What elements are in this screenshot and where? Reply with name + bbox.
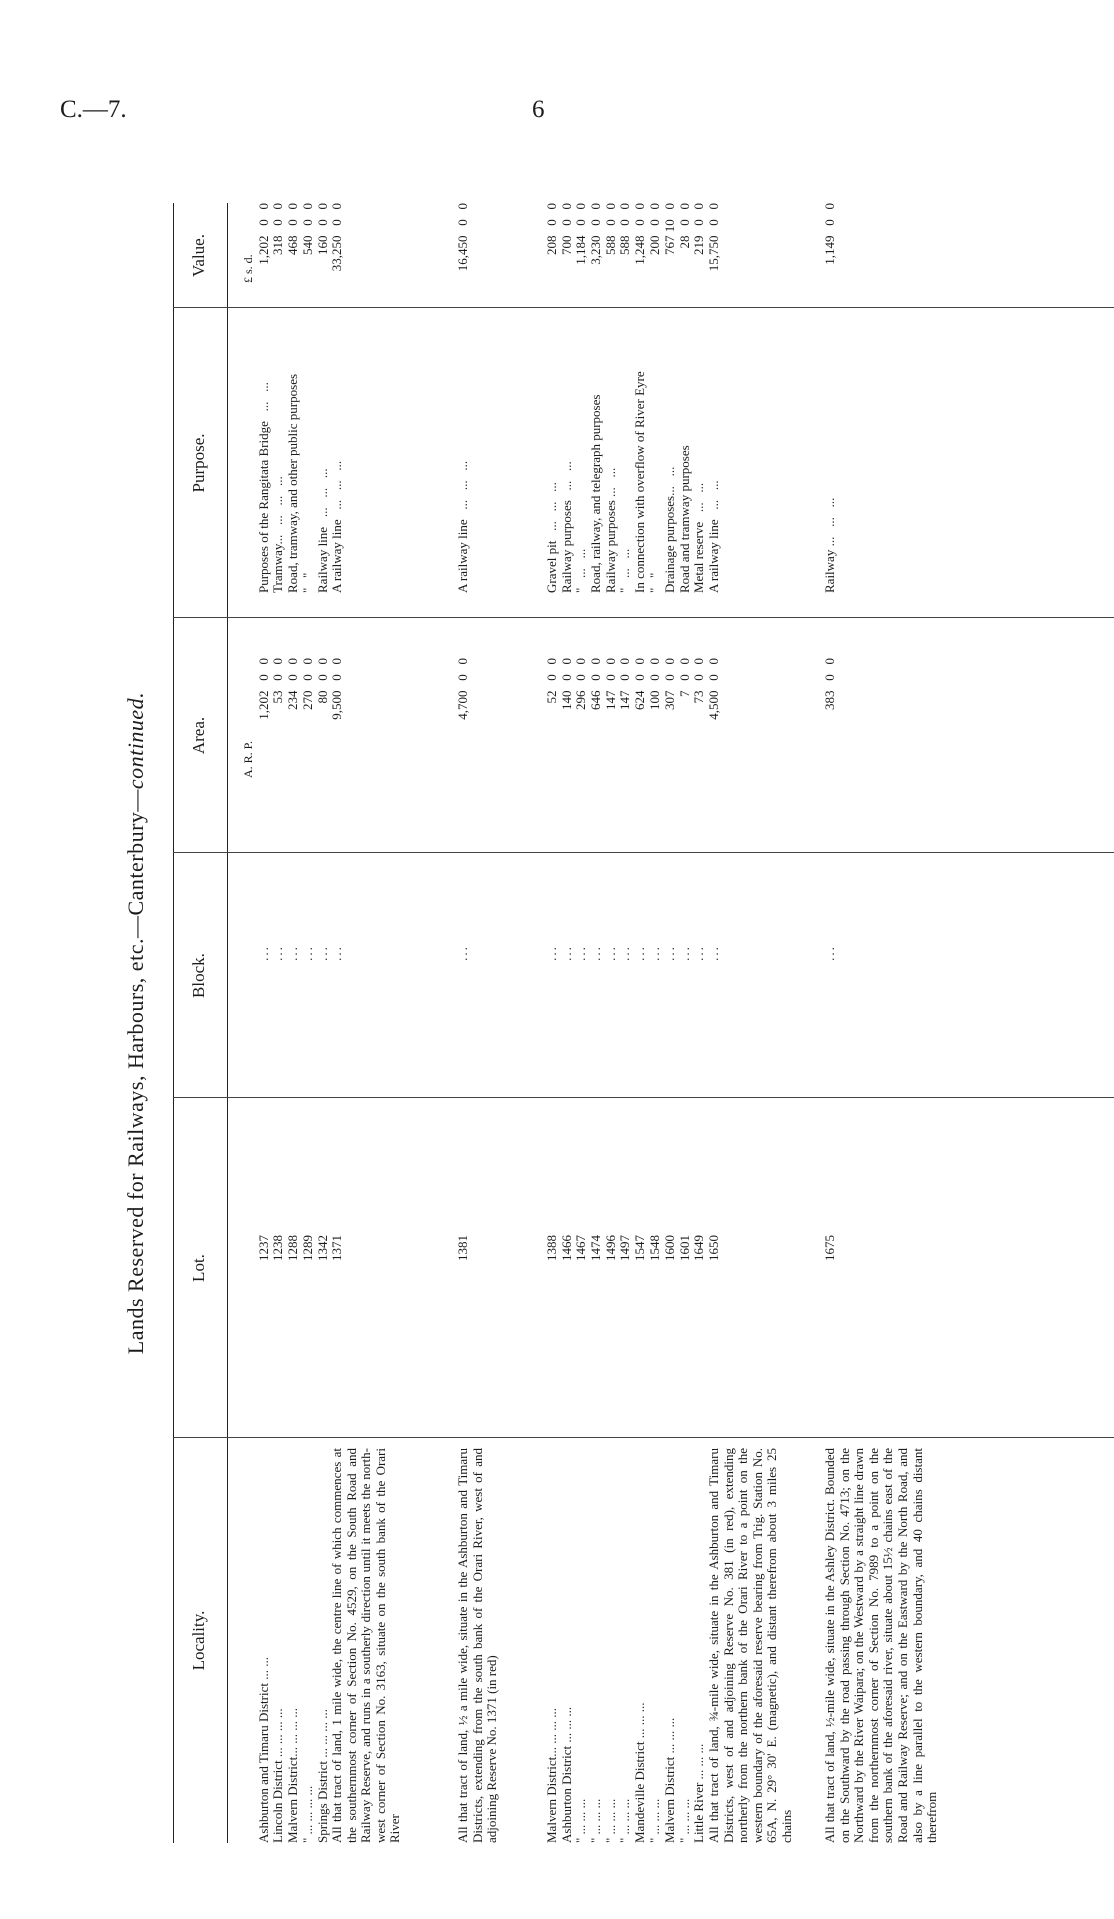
area-cell: 140 0 0: [559, 658, 574, 710]
locality-cell: Ashburton District ... ... ...: [559, 1706, 574, 1843]
lot-cell: 1238: [270, 1235, 285, 1261]
lot-cell: 1474: [588, 1235, 603, 1261]
block-cell: ...: [559, 945, 574, 961]
purpose-cell: Drainage purposes... ...: [662, 466, 677, 593]
lot-cell: 1381: [455, 1235, 470, 1261]
purpose-cell: A railway line ... ...: [706, 480, 721, 593]
page-number: 6: [532, 96, 545, 123]
locality-cell: All that tract of land, ½-mile wide, situate in the Ashley District. Bounded on the Southward by the road passing through Section No. 4713; on the Northward by the River Waipara; on the Westward by a straight line drawn from the northernmost corner of Section No. 7989 to a point on the southern bank of the aforesaid river, situate about 15½ chains east of the Road and Railway Reserve; and on the Eastward by the North Road, and also by a line parallel to the western boundary, and 40 chains distant therefrom: [822, 1448, 940, 1843]
locality-cell: " ... ... ...: [677, 1798, 692, 1843]
column-header-lot: Lot.: [189, 1254, 208, 1282]
purpose-cell: Road, tramway, and other public purposes: [285, 373, 300, 593]
lot-cell: 1650: [706, 1235, 721, 1261]
lot-cell: 1649: [691, 1235, 706, 1261]
column-header-value: Value.: [189, 234, 208, 277]
block-cell: ...: [300, 945, 315, 961]
block-cell: ...: [706, 945, 721, 961]
block-cell: ...: [603, 945, 618, 961]
column-divider: [173, 617, 1114, 618]
value-cell: 588 0 0: [617, 203, 632, 255]
lot-cell: 1342: [315, 1235, 330, 1261]
block-cell: ...: [588, 945, 603, 961]
locality-cell: Mandeville District ... ... ...: [632, 1702, 647, 1843]
column-header-purpose: Purpose.: [189, 433, 208, 493]
lot-cell: 1548: [647, 1235, 662, 1261]
purpose-cell: Road and tramway purposes: [677, 445, 692, 593]
value-cell: 1,149 0 0: [822, 203, 837, 265]
area-cell: 147 0 0: [617, 658, 632, 710]
top-rule: [173, 203, 174, 1843]
lot-cell: 1288: [285, 1235, 300, 1261]
lot-cell: 1467: [573, 1235, 588, 1261]
locality-cell: " ... ... ...: [588, 1798, 603, 1843]
purpose-cell: Purposes of the Rangitata Bridge ... ...: [256, 382, 271, 593]
lot-cell: 1497: [617, 1235, 632, 1261]
value-cell: 160 0 0: [315, 203, 330, 255]
locality-cell: All that tract of land, ½ a mile wide, situate in the Ashburton and Timaru Districts, extending from the south bank of the Orari River, west of and adjoining Reserve No. 1371 (in red): [455, 1448, 500, 1843]
locality-cell: " ... ... ...: [603, 1798, 618, 1843]
area-cell: 1,202 0 0: [256, 658, 271, 720]
purpose-cell: Railway ... ... ...: [822, 497, 837, 593]
locality-cell: Ashburton and Timaru District ... ...: [256, 1657, 271, 1843]
purpose-cell: Gravel pit ... ... ...: [544, 482, 559, 593]
lot-cell: 1600: [662, 1235, 677, 1261]
value-cell: 28 0 0: [677, 203, 692, 249]
column-divider: [173, 1437, 1114, 1438]
purpose-cell: Tramway... ... ... ...: [270, 476, 285, 593]
value-cell: 1,202 0 0: [256, 203, 271, 265]
value-cell: 33,250 0 0: [329, 203, 344, 272]
value-cell: 208 0 0: [544, 203, 559, 255]
locality-cell: " ... ... ...: [617, 1798, 632, 1843]
area-units: A. R. P.: [241, 740, 255, 778]
lot-cell: 1371: [329, 1235, 344, 1261]
value-cell: 16,450 0 0: [455, 203, 470, 272]
lot-cell: 1388: [544, 1235, 559, 1261]
purpose-cell: " ... ...: [617, 548, 632, 593]
block-cell: ...: [270, 945, 285, 961]
lot-cell: 1547: [632, 1235, 647, 1261]
rotated-table: [123, 203, 1003, 1843]
value-cell: 3,230 0 0: [588, 203, 603, 265]
value-cell: 15,750 0 0: [706, 203, 721, 272]
block-cell: ...: [573, 945, 588, 961]
purpose-cell: Metal reserve ... ...: [691, 482, 706, 593]
area-cell: 270 0 0: [300, 658, 315, 710]
locality-cell: All that tract of land, ¾-mile wide, situate in the Ashburton and Timaru Districts, west of and adjoining Reserve No. 381 (in red), extending northerly from the northern bank of the Orari River to a point on the western boundary of the aforesaid reserve bearing from Trig. Station No. 65A, N. 29° 30' E. (magnetic), and distant therefrom about 3 miles 25 chains: [706, 1448, 794, 1843]
value-cell: 1,184 0 0: [573, 203, 588, 265]
block-cell: ...: [632, 945, 647, 961]
locality-cell: " ... ... ...: [573, 1798, 588, 1843]
purpose-cell: Railway purposes ... ...: [603, 467, 618, 593]
area-cell: 7 0 0: [677, 658, 692, 697]
area-cell: 100 0 0: [647, 658, 662, 710]
value-cell: 468 0 0: [285, 203, 300, 255]
block-cell: ...: [256, 945, 271, 961]
locality-cell: Springs District ... ... ... ...: [315, 1709, 330, 1843]
column-divider: [173, 307, 1114, 308]
area-cell: 147 0 0: [603, 658, 618, 710]
area-cell: 9,500 0 0: [329, 658, 344, 720]
area-cell: 234 0 0: [285, 658, 300, 710]
locality-cell: " ... ... ... ...: [300, 1785, 315, 1843]
area-cell: 4,700 0 0: [455, 658, 470, 720]
value-cell: 588 0 0: [603, 203, 618, 255]
locality-cell: Little River ... ... ...: [691, 1743, 706, 1843]
value-cell: 767 10 0: [662, 203, 677, 255]
area-cell: 307 0 0: [662, 658, 677, 710]
block-cell: ...: [455, 945, 470, 961]
column-header-block: Block.: [189, 953, 208, 998]
value-cell: 200 0 0: [647, 203, 662, 255]
locality-cell: Malvern District ... ... ...: [662, 1717, 677, 1843]
block-cell: ...: [329, 945, 344, 961]
lot-cell: 1466: [559, 1235, 574, 1261]
purpose-cell: In connection with overflow of River Eyre: [632, 371, 647, 593]
area-cell: 296 0 0: [573, 658, 588, 710]
block-cell: ...: [285, 945, 300, 961]
block-cell: ...: [677, 945, 692, 961]
column-divider: [173, 1097, 1114, 1098]
purpose-cell: Road, railway, and telegraph purposes: [588, 394, 603, 593]
header-rule: [227, 203, 228, 1843]
purpose-cell: A railway line ... ... ...: [455, 460, 470, 593]
column-divider: [173, 852, 1114, 853]
purpose-cell: " ": [647, 572, 662, 593]
purpose-cell: Railway purposes ... ...: [559, 461, 574, 593]
purpose-cell: " ": [300, 572, 315, 593]
lot-cell: 1496: [603, 1235, 618, 1261]
value-units: £ s. d.: [241, 254, 255, 283]
area-cell: 52 0 0: [544, 658, 559, 704]
lot-cell: 1675: [822, 1235, 837, 1261]
block-cell: ...: [662, 945, 677, 961]
area-cell: 80 0 0: [315, 658, 330, 704]
area-cell: 53 0 0: [270, 658, 285, 704]
value-cell: 318 0 0: [270, 203, 285, 255]
area-cell: 624 0 0: [632, 658, 647, 710]
column-header-locality: Locality.: [189, 1610, 208, 1671]
lot-cell: 1601: [677, 1235, 692, 1261]
locality-cell: " ... ... ...: [647, 1798, 662, 1843]
block-cell: ...: [691, 945, 706, 961]
locality-cell: Malvern District... ... ... ...: [285, 1707, 300, 1843]
area-cell: 383 0 0: [822, 658, 837, 710]
lot-cell: 1237: [256, 1235, 271, 1261]
purpose-cell: A railway line ... ... ...: [329, 460, 344, 593]
table-title: [123, 203, 149, 1843]
block-cell: ...: [647, 945, 662, 961]
value-cell: 219 0 0: [691, 203, 706, 255]
block-cell: ...: [544, 945, 559, 961]
block-cell: ...: [617, 945, 632, 961]
block-cell: ...: [822, 945, 837, 961]
locality-cell: Malvern District... ... ... ...: [544, 1707, 559, 1843]
page-reference: C.—7.: [60, 96, 127, 123]
area-cell: 4,500 0 0: [706, 658, 721, 720]
block-cell: ...: [315, 945, 330, 961]
value-cell: 700 0 0: [559, 203, 574, 255]
title-main: Lands Reserved for Railways, Harbours, etc.—Canterbury—: [123, 789, 148, 1355]
locality-cell: Lincoln District ... ... ... ...: [270, 1708, 285, 1843]
area-cell: 73 0 0: [691, 658, 706, 704]
value-cell: 1,248 0 0: [632, 203, 647, 265]
lot-cell: 1289: [300, 1235, 315, 1261]
column-header-area: Area.: [189, 716, 208, 755]
locality-cell: All that tract of land, 1 mile wide, the centre line of which commences at the southernmost corner of Section No. 4529, on the South Road and Railway Reserve, and runs in a southerly direction until it meets the north-west corner of Section No. 3163, situate on the south bank of the Orari River: [329, 1448, 403, 1843]
purpose-cell: " ... ...: [573, 548, 588, 593]
value-cell: 540 0 0: [300, 203, 315, 255]
area-cell: 646 0 0: [588, 658, 603, 710]
title-continued: continued.: [123, 691, 148, 790]
purpose-cell: Railway line ... ... ...: [315, 468, 330, 593]
